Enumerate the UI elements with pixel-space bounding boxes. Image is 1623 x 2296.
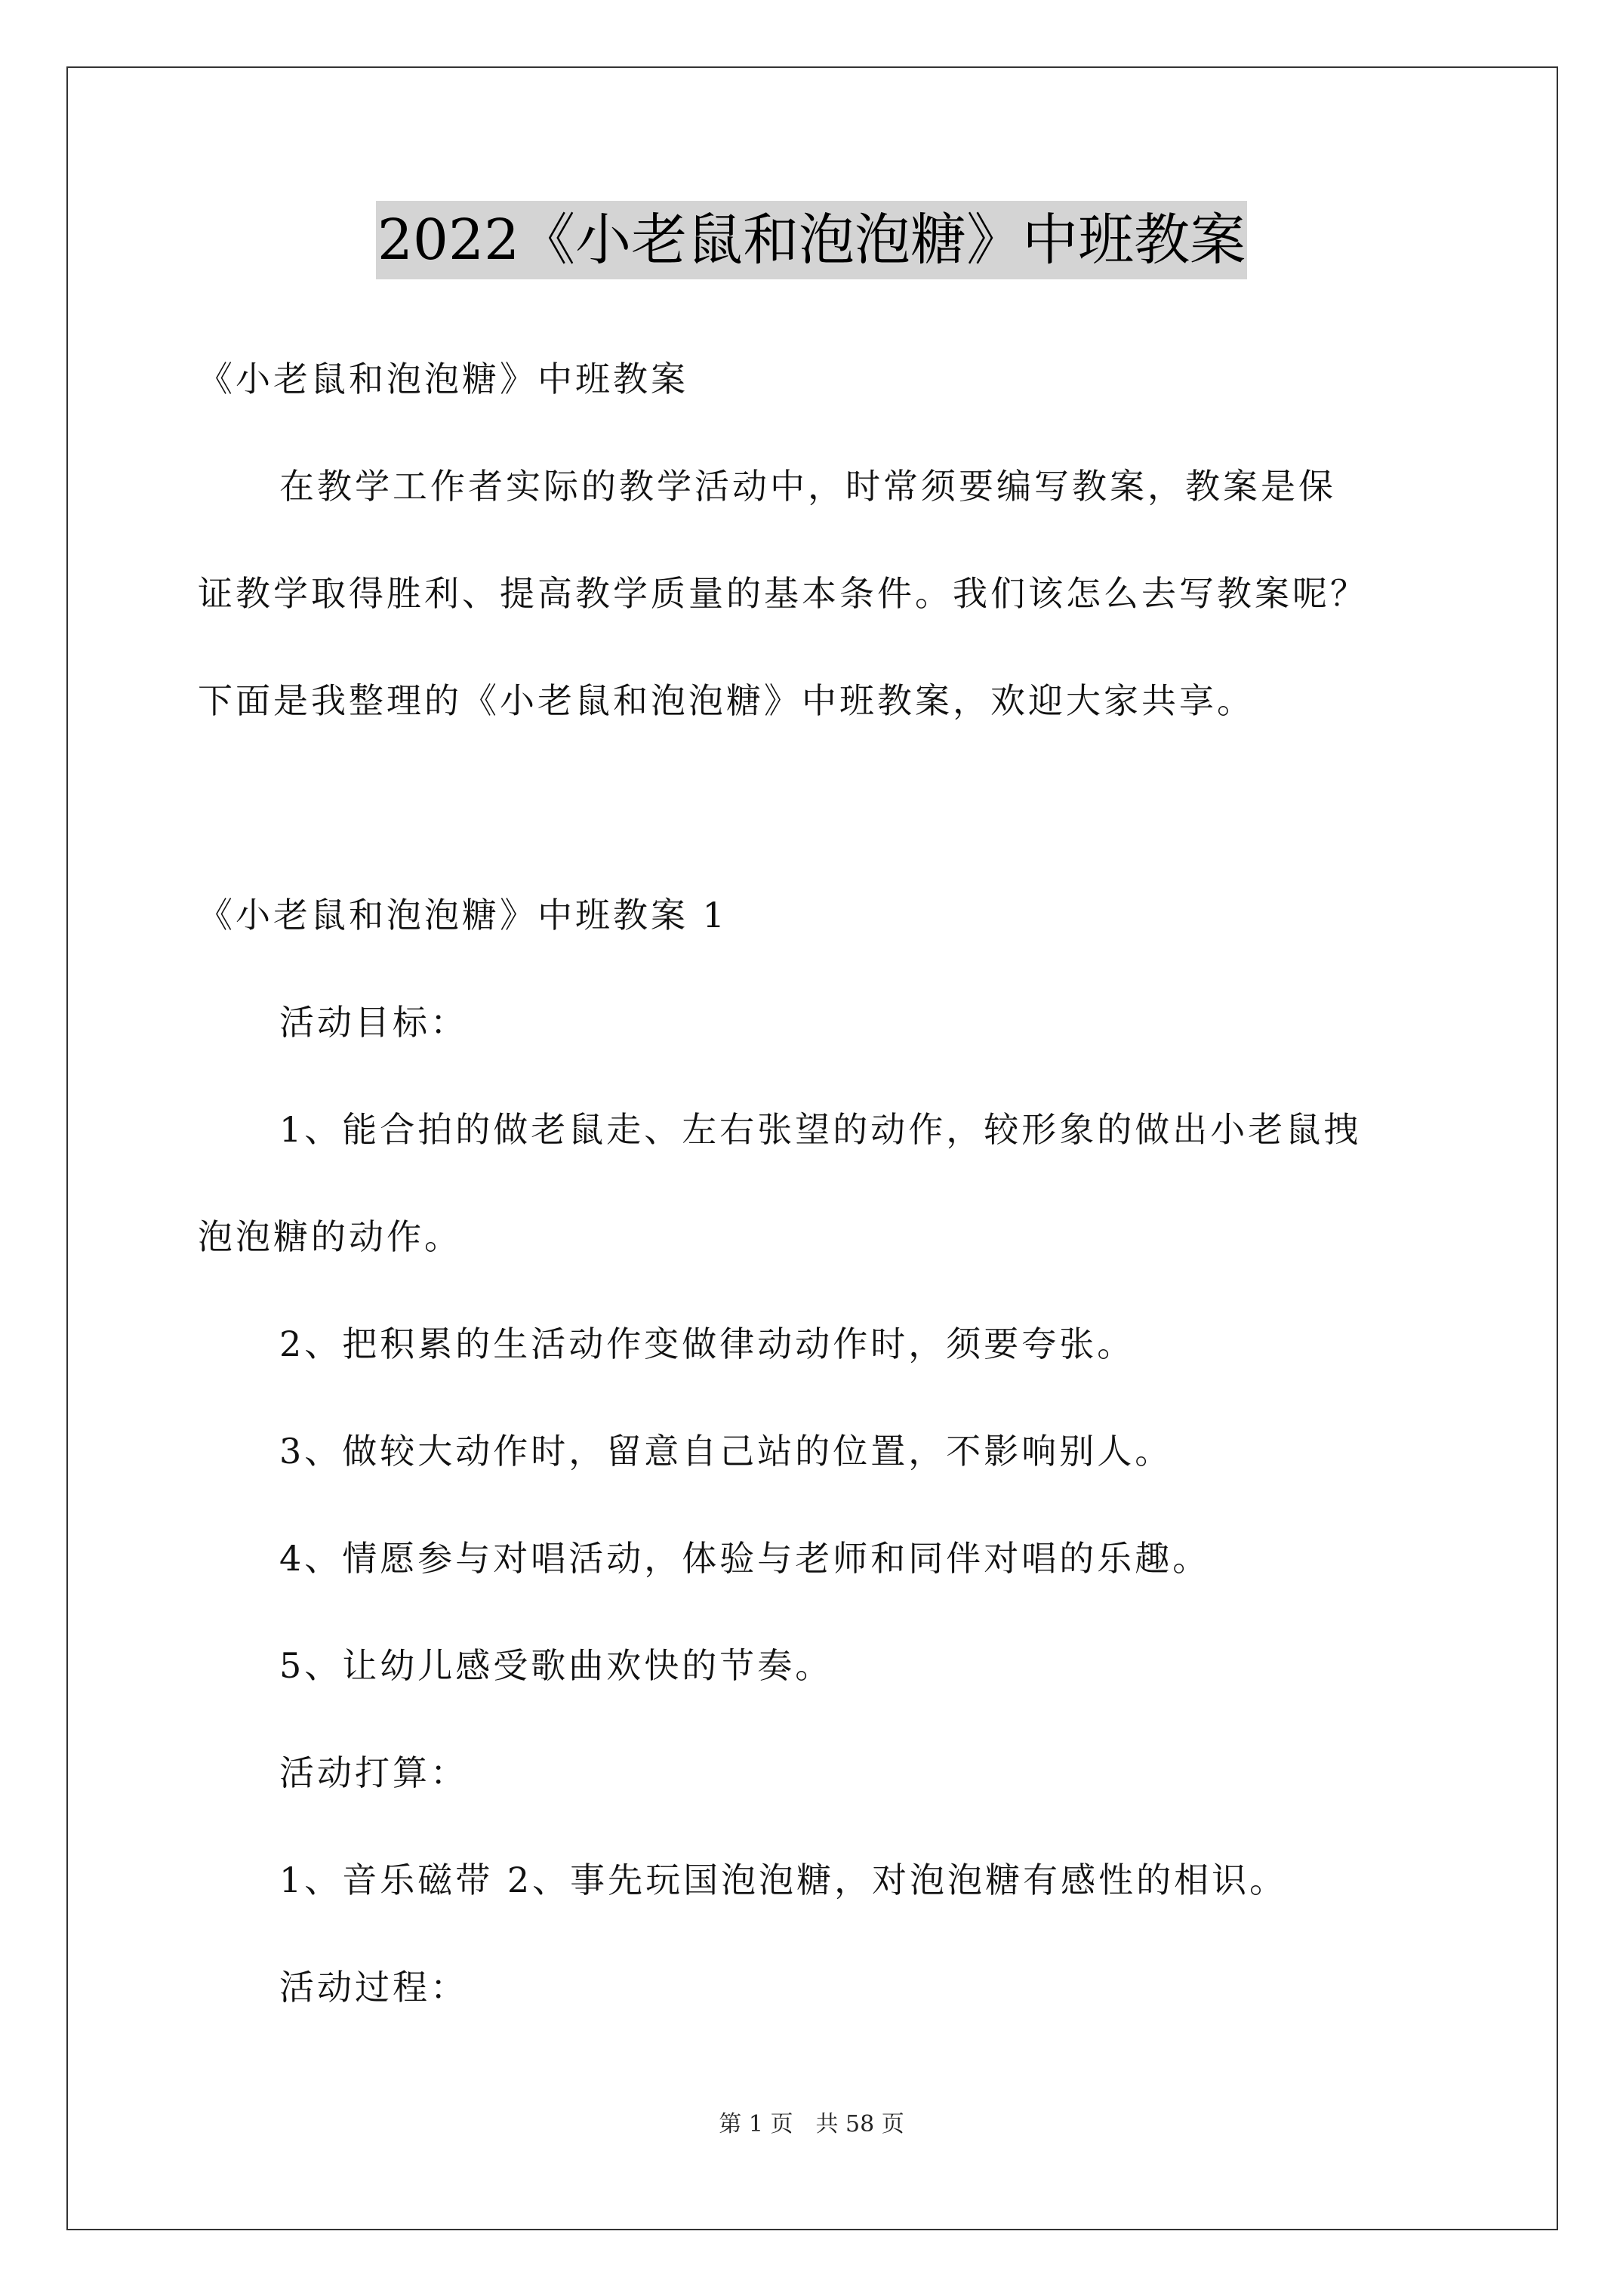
- intro-line-3: 下面是我整理的《小老鼠和泡泡糖》中班教案，欢迎大家共享。: [198, 680, 1255, 721]
- intro-line-1: 在教学工作者实际的教学活动中，时常须要编写教案，教案是保: [279, 466, 1336, 507]
- goals-heading: 活动目标：: [279, 1002, 468, 1043]
- section-heading: 《小老鼠和泡泡糖》中班教案 1: [198, 895, 728, 935]
- preparation-heading: 活动打算：: [279, 1752, 468, 1793]
- goal-1-line-2: 泡泡糖的动作。: [198, 1216, 462, 1257]
- title-container: [0, 201, 1623, 279]
- goal-5: 5、让幼儿感受歌曲欢快的节奏。: [279, 1645, 833, 1686]
- subtitle-line: 《小老鼠和泡泡糖》中班教案: [198, 359, 688, 399]
- intro-line-2: 证教学取得胜利、提高教学质量的基本条件。我们该怎么去写教案呢？: [198, 573, 1368, 614]
- goal-2: 2、把积累的生活动作变做律动动作时，须要夸张。: [279, 1324, 1135, 1364]
- preparation-item: 1、音乐磁带 2、事先玩国泡泡糖，对泡泡糖有感性的相识。: [279, 1860, 1288, 1900]
- goal-3: 3、做较大动作时，留意自己站的位置，不影响别人。: [279, 1431, 1173, 1472]
- document-title: 2022《小老鼠和泡泡糖》中班教案: [376, 201, 1247, 279]
- page-footer: 第 1 页 共 58 页: [719, 2111, 904, 2137]
- goal-1-line-1: 1、能合拍的做老鼠走、左右张望的动作，较形象的做出小老鼠拽: [279, 1109, 1362, 1150]
- process-heading: 活动过程：: [279, 1967, 468, 2008]
- goal-4: 4、情愿参与对唱活动，体验与老师和同伴对唱的乐趣。: [279, 1538, 1211, 1579]
